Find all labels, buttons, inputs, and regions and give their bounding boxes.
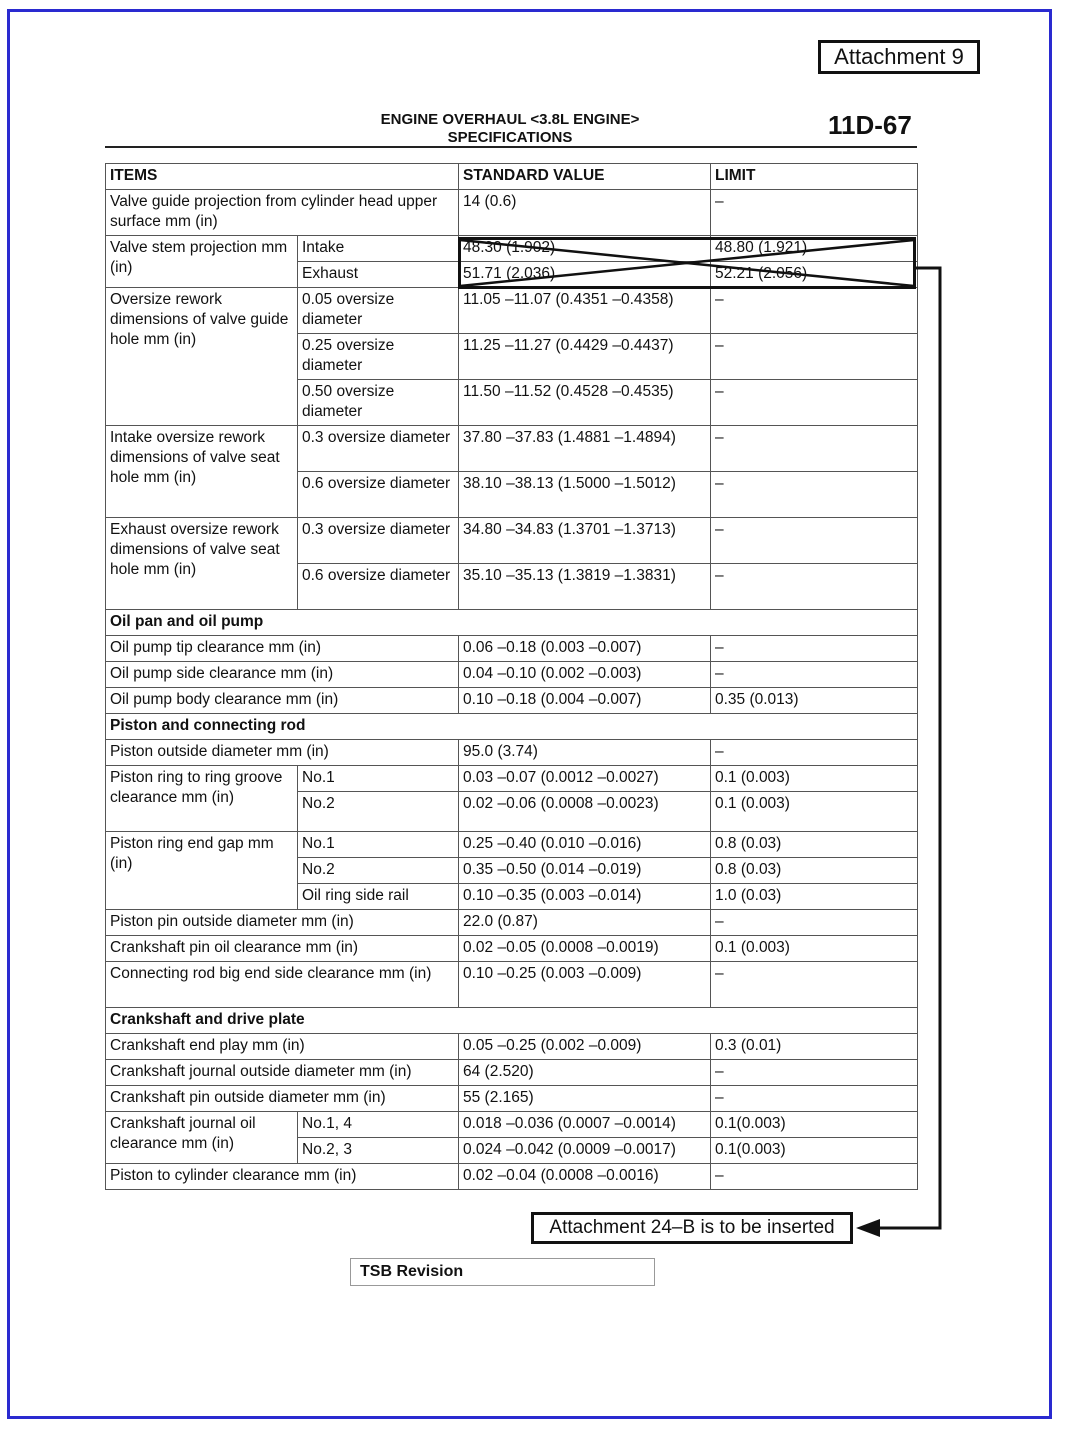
table-row — [106, 936, 918, 962]
strike-cross-mark — [458, 237, 916, 289]
table-cell: Crankshaft pin oil clearance mm (in) — [106, 936, 459, 962]
header-standard: STANDARD VALUE — [459, 164, 711, 190]
table-cell: – — [711, 190, 918, 236]
table-cell: Oil ring side rail — [298, 884, 459, 910]
table-cell: 11.50 –11.52 (0.4528 –0.4535) — [459, 380, 711, 426]
table-cell: 0.3 oversize diameter — [298, 426, 459, 472]
table-row — [106, 190, 918, 236]
table-cell: 22.0 (0.87) — [459, 910, 711, 936]
table-cell: 11.25 –11.27 (0.4429 –0.4437) — [459, 334, 711, 380]
table-cell: – — [711, 962, 918, 1008]
section-row — [106, 714, 918, 740]
table-cell: 48.80 (1.921) — [711, 236, 918, 262]
section-crankshaft: Crankshaft and drive plate — [106, 1008, 918, 1034]
header-rule — [105, 146, 917, 148]
table-cell: Oil pump tip clearance mm (in) — [106, 636, 459, 662]
table-cell: Piston ring end gap mm (in) — [106, 832, 298, 910]
table-row — [106, 688, 918, 714]
table-cell: 48.30 (1.902) — [459, 236, 711, 262]
table-row — [106, 1034, 918, 1060]
table-row — [106, 1060, 918, 1086]
table-cell: 34.80 –34.83 (1.3701 –1.3713) — [459, 518, 711, 564]
table-cell: – — [711, 636, 918, 662]
table-cell: 0.024 –0.042 (0.0009 –0.0017) — [459, 1138, 711, 1164]
table-cell: No.1 — [298, 766, 459, 792]
table-cell: 64 (2.520) — [459, 1060, 711, 1086]
table-cell: Intake oversize rework dimensions of valve seat hole mm (in) — [106, 426, 298, 518]
header-limit: LIMIT — [711, 164, 918, 190]
table-cell: 0.03 –0.07 (0.0012 –0.0027) — [459, 766, 711, 792]
table-cell: 0.05 oversize diameter — [298, 288, 459, 334]
table-row — [106, 832, 918, 858]
table-row — [106, 426, 918, 472]
table-cell: – — [711, 1086, 918, 1112]
table-row — [106, 910, 918, 936]
table-cell: 0.3 oversize diameter — [298, 518, 459, 564]
table-cell: 0.6 oversize diameter — [298, 472, 459, 518]
table-cell: Crankshaft pin outside diameter mm (in) — [106, 1086, 459, 1112]
table-cell: No.1 — [298, 832, 459, 858]
table-cell: – — [711, 518, 918, 564]
section-oil-pan: Oil pan and oil pump — [106, 610, 918, 636]
table-cell: Exhaust oversize rework dimensions of valve seat hole mm (in) — [106, 518, 298, 610]
table-cell: Exhaust — [298, 262, 459, 288]
table-cell: 0.25 –0.40 (0.010 –0.016) — [459, 832, 711, 858]
table-cell: 0.10 –0.35 (0.003 –0.014) — [459, 884, 711, 910]
table-cell: 0.50 oversize diameter — [298, 380, 459, 426]
table-row — [106, 766, 918, 792]
table-row — [106, 518, 918, 564]
table-cell: – — [711, 564, 918, 610]
table-cell: 0.1 (0.003) — [711, 792, 918, 832]
table-row — [106, 740, 918, 766]
table-row — [106, 1164, 918, 1190]
table-cell: Valve guide projection from cylinder head upper surface mm (in) — [106, 190, 459, 236]
table-cell: Connecting rod big end side clearance mm (in) — [106, 962, 459, 1008]
page-title — [300, 111, 720, 147]
table-cell: 37.80 –37.83 (1.4881 –1.4894) — [459, 426, 711, 472]
table-cell: Crankshaft journal outside diameter mm (in) — [106, 1060, 459, 1086]
table-cell: Piston to cylinder clearance mm (in) — [106, 1164, 459, 1190]
table-cell: 0.1(0.003) — [711, 1138, 918, 1164]
insert-note: Attachment 24–B is to be inserted — [531, 1212, 853, 1244]
table-cell: 11.05 –11.07 (0.4351 –0.4358) — [459, 288, 711, 334]
spec-table — [105, 163, 918, 1190]
table-cell: 0.6 oversize diameter — [298, 564, 459, 610]
table-cell: 0.10 –0.25 (0.003 –0.009) — [459, 962, 711, 1008]
table-cell: Crankshaft end play mm (in) — [106, 1034, 459, 1060]
table-cell: – — [711, 380, 918, 426]
table-cell: Oil pump side clearance mm (in) — [106, 662, 459, 688]
table-cell: 52.21 (2.056) — [711, 262, 918, 288]
table-row — [106, 662, 918, 688]
table-row — [106, 962, 918, 1008]
section-row — [106, 610, 918, 636]
table-cell: No.2, 3 — [298, 1138, 459, 1164]
table-cell: Oil pump body clearance mm (in) — [106, 688, 459, 714]
table-cell: – — [711, 662, 918, 688]
table-cell: Piston outside diameter mm (in) — [106, 740, 459, 766]
table-cell: – — [711, 740, 918, 766]
table-cell: Crankshaft journal oil clearance mm (in) — [106, 1112, 298, 1164]
title-line-1: ENGINE OVERHAUL <3.8L ENGINE> — [380, 111, 640, 128]
table-cell: 0.25 oversize diameter — [298, 334, 459, 380]
table-cell: 1.0 (0.03) — [711, 884, 918, 910]
table-cell: Intake — [298, 236, 459, 262]
table-cell: 14 (0.6) — [459, 190, 711, 236]
table-cell: 0.35 (0.013) — [711, 688, 918, 714]
table-cell: – — [711, 288, 918, 334]
table-cell: 95.0 (3.74) — [459, 740, 711, 766]
table-cell: No.1, 4 — [298, 1112, 459, 1138]
table-cell: – — [711, 334, 918, 380]
table-cell: – — [711, 910, 918, 936]
table-row — [106, 1112, 918, 1138]
table-cell: Piston pin outside diameter mm (in) — [106, 910, 459, 936]
table-cell: 0.06 –0.18 (0.003 –0.007) — [459, 636, 711, 662]
table-cell: 0.35 –0.50 (0.014 –0.019) — [459, 858, 711, 884]
table-cell: – — [711, 1164, 918, 1190]
table-cell: Piston ring to ring groove clearance mm (in) — [106, 766, 298, 832]
table-cell: 0.3 (0.01) — [711, 1034, 918, 1060]
title-line-2: SPECIFICATIONS — [447, 129, 573, 146]
table-cell: 0.10 –0.18 (0.004 –0.007) — [459, 688, 711, 714]
table-cell: 0.04 –0.10 (0.002 –0.003) — [459, 662, 711, 688]
table-cell: 0.02 –0.06 (0.0008 –0.0023) — [459, 792, 711, 832]
table-cell: No.2 — [298, 792, 459, 832]
table-cell: 0.1(0.003) — [711, 1112, 918, 1138]
table-cell: 51.71 (2.036) — [459, 262, 711, 288]
table-cell: 0.05 –0.25 (0.002 –0.009) — [459, 1034, 711, 1060]
table-cell: Valve stem projection mm (in) — [106, 236, 298, 288]
table-cell: – — [711, 1060, 918, 1086]
table-row — [106, 288, 918, 334]
table-cell: 0.1 (0.003) — [711, 936, 918, 962]
table-cell: 0.02 –0.05 (0.0008 –0.0019) — [459, 936, 711, 962]
tsb-revision: TSB Revision — [350, 1258, 655, 1286]
table-cell: 0.8 (0.03) — [711, 858, 918, 884]
table-cell: No.2 — [298, 858, 459, 884]
header-items: ITEMS — [106, 164, 459, 190]
table-cell: 38.10 –38.13 (1.5000 –1.5012) — [459, 472, 711, 518]
attachment-label: Attachment 9 — [818, 40, 980, 74]
table-cell: Oversize rework dimensions of valve guide hole mm (in) — [106, 288, 298, 426]
table-cell: 35.10 –35.13 (1.3819 –1.3831) — [459, 564, 711, 610]
table-header-row — [106, 164, 918, 190]
table-cell: 0.1 (0.003) — [711, 766, 918, 792]
table-cell: – — [711, 426, 918, 472]
table-row — [106, 1086, 918, 1112]
table-cell: – — [711, 472, 918, 518]
table-cell: 0.8 (0.03) — [711, 832, 918, 858]
section-piston: Piston and connecting rod — [106, 714, 918, 740]
table-row — [106, 636, 918, 662]
table-cell: 0.018 –0.036 (0.0007 –0.0014) — [459, 1112, 711, 1138]
section-row — [106, 1008, 918, 1034]
table-cell: 55 (2.165) — [459, 1086, 711, 1112]
page-number: 11D-67 — [828, 110, 912, 140]
table-cell: 0.02 –0.04 (0.0008 –0.0016) — [459, 1164, 711, 1190]
